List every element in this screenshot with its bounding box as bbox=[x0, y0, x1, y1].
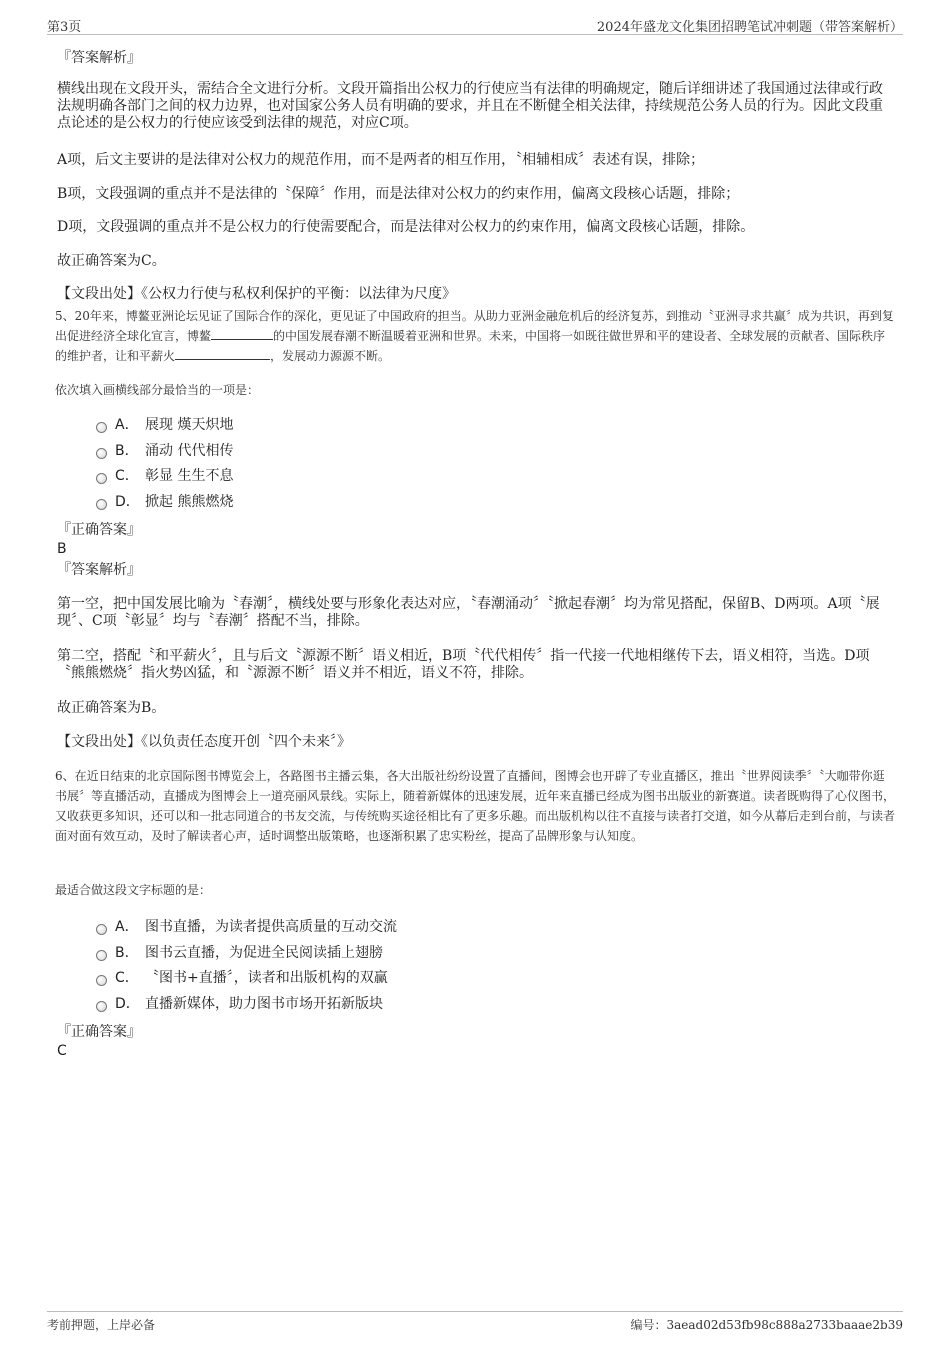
question-5-prompt: 依次填入画横线部分最恰当的一项是： bbox=[55, 383, 260, 397]
page-number: 第3页 bbox=[47, 20, 82, 35]
radio-icon[interactable] bbox=[96, 499, 107, 510]
q6-option-d[interactable]: D． 直播新媒体，助力图书市场开拓新版块 bbox=[96, 994, 383, 1014]
radio-icon[interactable] bbox=[96, 448, 107, 459]
q6-answer: C bbox=[57, 1043, 67, 1059]
prev-analysis-p4: D项，文段强调的重点并不是公权力的行使需要配合，而是法律对公权力的约束作用，偏离文段核心话题，排除。 bbox=[57, 219, 755, 235]
prev-analysis-conclusion: 故正确答案为C。 bbox=[57, 253, 166, 269]
q6-correct-label: 『正确答案』 bbox=[57, 1024, 141, 1040]
q5-option-d[interactable]: D． 掀起 熊熊燃烧 bbox=[96, 492, 233, 512]
q6-option-a[interactable]: A． 图书直播，为读者提供高质量的互动交流 bbox=[96, 917, 397, 937]
q5-option-c[interactable]: C． 彰显 生生不息 bbox=[96, 466, 233, 486]
q6-option-b[interactable]: B． 图书云直播，为促进全民阅读插上翅膀 bbox=[96, 943, 383, 963]
q6-option-c[interactable]: C． 〝图书+直播〞，读者和出版机构的双赢 bbox=[96, 968, 388, 988]
radio-icon[interactable] bbox=[96, 422, 107, 433]
q5-answer: B bbox=[57, 541, 67, 557]
blank-1 bbox=[211, 327, 273, 340]
blank-2 bbox=[175, 347, 270, 360]
prev-source: 【文段出处】《公权力行使与私权利保护的平衡：以法律为尺度》 bbox=[57, 286, 456, 302]
question-6-text: 6、在近日结束的北京国际图书博览会上，各路图书主播云集，各大出版社纷纷设置了直播间，图博会也开辟了专业直播区，推出〝世界阅读季〞〝大咖带你逛书展〞等直播活动，直播成为图博会上一道亮丽风景线。实际上，随着新媒体的迅速发展，近年来直播已经成为图书出版业的新赛道。读者既购得了心仪图书，又收获更多知识，还可以和一批志同道合的书友交流，与传统购买途径相比有了更多乐趣。而出版机构以往不直接与读者打交道，如今从幕后走到台前，与读者面对面有效互动，及时了解读者心声，适时调整出版策略，也逐渐积累了忠实粉丝，提高了品牌形象与认知度。 bbox=[55, 769, 896, 843]
radio-icon[interactable] bbox=[96, 924, 107, 935]
page-footer bbox=[47, 1311, 903, 1336]
q5-analysis-conclusion: 故正确答案为B。 bbox=[57, 700, 166, 716]
radio-icon[interactable] bbox=[96, 975, 107, 986]
q5-source: 【文段出处】《以负责任态度开创〝四个未来〞》 bbox=[57, 734, 351, 750]
q5-option-a[interactable]: A． 展现 熯天炽地 bbox=[96, 415, 233, 435]
question-6-prompt: 最适合做这段文字标题的是： bbox=[55, 883, 212, 897]
document-title: 2024年盛龙文化集团招聘笔试冲刺题（带答案解析） bbox=[596, 20, 903, 35]
q5-option-b[interactable]: B． 涌动 代代相传 bbox=[96, 441, 233, 461]
prev-analysis-p3: B项，文段强调的重点并不是法律的〝保障〞作用，而是法律对公权力的约束作用，偏离文段核心话题，排除； bbox=[57, 186, 740, 202]
q5-analysis-label: 『答案解析』 bbox=[57, 562, 141, 578]
page-header bbox=[47, 14, 903, 35]
q5-analysis-p2: 第二空，搭配〝和平薪火〞，且与后文〝源源不断〞语义相近，B项〝代代相传〞指一代接一代地相继传下去，语义相符，当选。D项〝熊熊燃烧〞指火势凶猛，和〝源源不断〞语义并不相近，语义不符，排除。 bbox=[57, 648, 870, 681]
radio-icon[interactable] bbox=[96, 473, 107, 484]
q5-analysis-p1: 第一空，把中国发展比喻为〝春潮〞，横线处要与形象化表达对应，〝春潮涌动〞〝掀起春潮〞均为常见搭配，保留B、D两项。A项〝展现〞、C项〝彰显〞均与〝春潮〞搭配不当，排除。 bbox=[57, 596, 880, 629]
prev-analysis-p1: 横线出现在文段开头，需结合全文进行分析。文段开篇指出公权力的行使应当有法律的明确规定，随后详细讲述了我国通过法律或行政法规明确各部门之间的权力边界，也对国家公务人员有明确的要求，并且在不断健全相关法律，持续规范公务人员的行为。因此文段重点论述的是公权力的行使应该受到法律的规范，对应C项。 bbox=[57, 81, 883, 131]
footer-slogan: 考前押题，上岸必备 bbox=[47, 1318, 156, 1332]
q5-correct-label: 『正确答案』 bbox=[57, 522, 141, 538]
document-code: 编号：3aead02d53fb98c888a2733baaae2b39 bbox=[630, 1318, 903, 1332]
radio-icon[interactable] bbox=[96, 950, 107, 961]
prev-analysis-p2: A项，后文主要讲的是法律对公权力的规范作用，而不是两者的相互作用，〝相辅相成〞表述有误，排除； bbox=[57, 152, 705, 168]
question-5-text: 5、20年来，博鳌亚洲论坛见证了国际合作的深化，更见证了中国政府的担当。从助力亚洲金融危机后的经济复苏，到推动〝亚洲寻求共赢〞成为共识，再到复出促进经济全球化宣言，博鳌 的中国发展春潮不断温暖着亚洲和世界。未来，中国将一如既往做世界和平的建设者、全球发展的贡献者、国际秩序的维护者，让和平薪火 ，发展动力源源不断。 bbox=[55, 309, 894, 363]
radio-icon[interactable] bbox=[96, 1001, 107, 1012]
prev-analysis-label: 『答案解析』 bbox=[57, 50, 141, 66]
